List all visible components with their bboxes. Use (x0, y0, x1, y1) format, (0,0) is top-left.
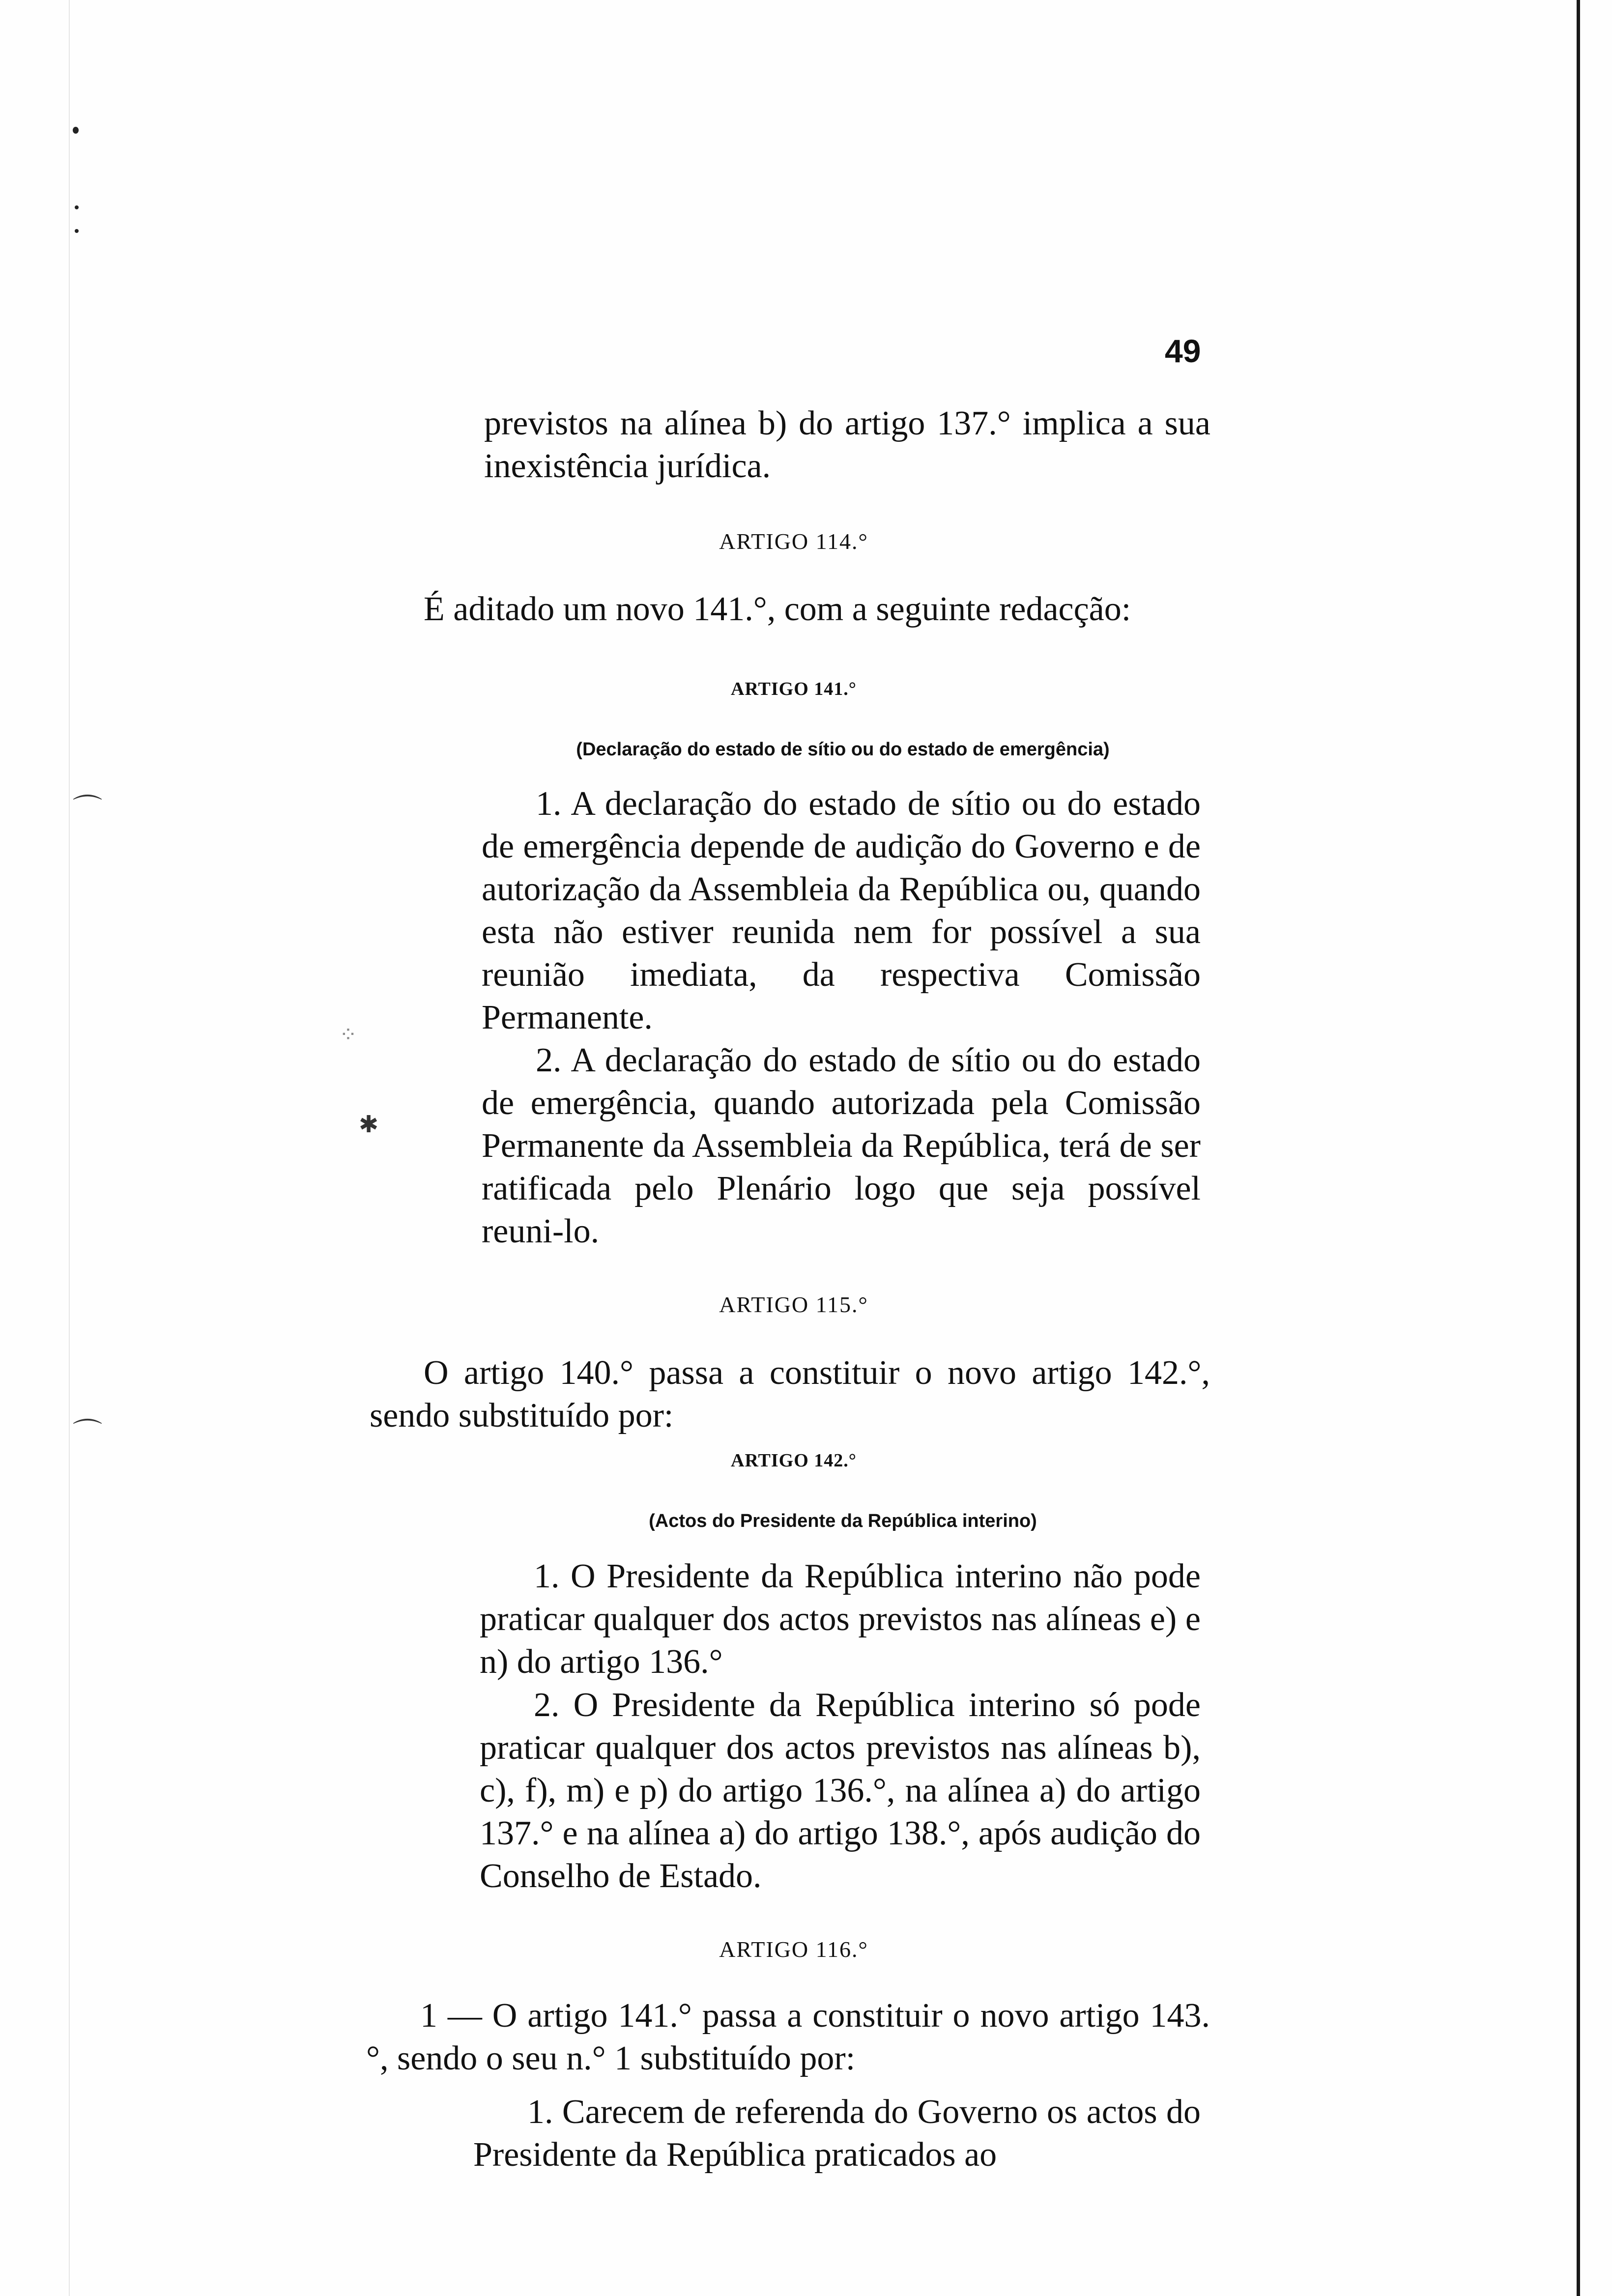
scan-speck (75, 229, 79, 233)
scan-speck (73, 127, 79, 134)
article-114-body: É aditado um novo 141.°, com a seguinte redacção: (424, 590, 1131, 628)
intro-paragraph: previstos na alínea b) do artigo 137.° implica a sua inexistência jurídica. (484, 404, 1210, 485)
article-141-subtitle: (Declaração do estado de sítio ou do estado de emergência) (576, 739, 1110, 760)
article-142-subtitle: (Actos do Presidente da República interino) (649, 1511, 1037, 1531)
margin-smudge: ✱ (359, 1112, 379, 1138)
article-142-heading: ARTIGO 142.° (731, 1450, 857, 1471)
article-115-body: O artigo 140.° passa a constituir o novo artigo 142.°, sendo substituído por: (370, 1354, 1210, 1435)
article-143-paragraph-1: 1. Carecem de referenda do Governo os actos do Presidente da República praticados ao (473, 2093, 1201, 2174)
margin-smudge: ⁘ (339, 1023, 357, 1047)
article-142-paragraph-2: 2. O Presidente da República interino só pode praticar qualquer dos actos previstos nas alíneas b), c), f), m) e p) do artigo 136.°, na alínea a) do artigo 137.° e na alínea a) do artigo 138.°, após audição do Conselho de Estado. (480, 1686, 1201, 1895)
article-116-heading: ARTIGO 116.° (719, 1937, 868, 1962)
article-141-heading: ARTIGO 141.° (731, 679, 857, 699)
article-142-paragraph-1: 1. O Presidente da República interino não pode praticar qualquer dos actos previstos nas alíneas e) e n) do artigo 136.° (480, 1557, 1201, 1681)
scan-speck (75, 205, 79, 209)
article-115-heading: ARTIGO 115.° (719, 1292, 868, 1317)
page-number: 49 (1165, 333, 1201, 369)
article-141-paragraph-1: 1. A declaração do estado de sítio ou do estado de emergência depende de audição do Governo e de autorização da Assembleia da República ou, quando esta não estiver reunida nem for possível a sua reunião imediata, da respectiva Comissão Permanente. (482, 785, 1201, 1036)
article-114-heading: ARTIGO 114.° (719, 529, 868, 554)
article-141-paragraph-2: 2. A declaração do estado de sítio ou do estado de emergência, quando autorizada pela Comissão Permanente da Assembleia da República, terá de ser ratificada pelo Plenário logo que seja possível reuni-lo. (482, 1041, 1201, 1250)
article-116-body: 1 — O artigo 141.° passa a constituir o novo artigo 143.°, sendo o seu n.° 1 substituído por: (366, 1997, 1210, 2077)
margin-mark: ⌒ (73, 1418, 102, 1450)
margin-mark: ⌒ (73, 794, 102, 826)
